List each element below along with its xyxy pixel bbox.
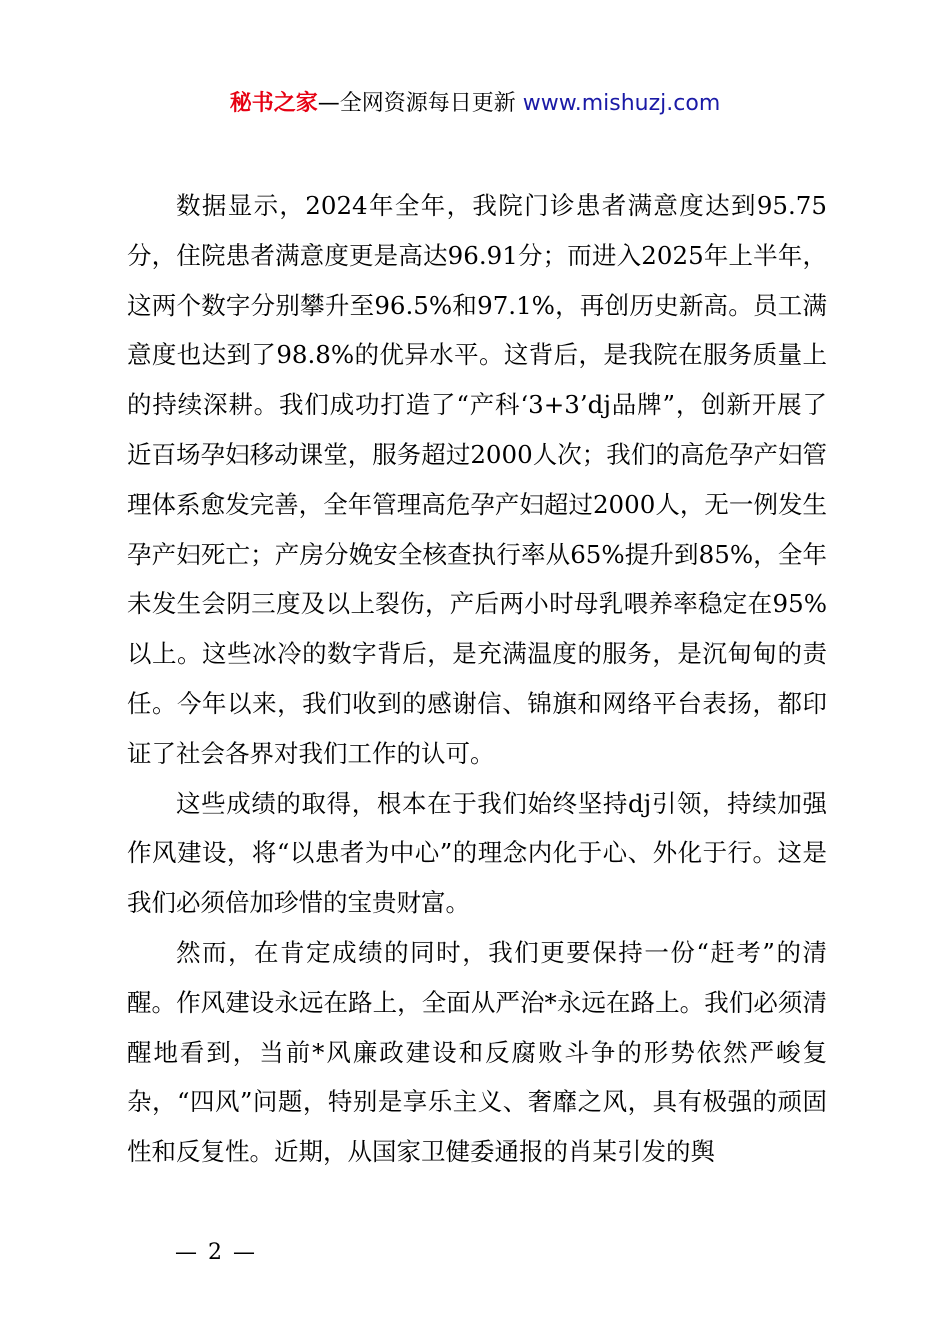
paragraph-1: 数据显示，2024年全年，我院门诊患者满意度达到95.75分，住院患者满意度更是高达96.91分；而进入2025年上半年，这两个数字分别攀升至96.5%和97.1%，再创历史新高。员工满意度也达到了98.8%的优异水平。这背后，是我院在服务质量上的持续深耕。我们成功打造了“产科‘3+3’dj品牌”，创新开展了近百场孕妇移动课堂，服务超过2000人次；我们的高危孕产妇管理体系愈发完善，全年管理高危孕产妇超过2000人，无一例发生孕产妇死亡；产房分娩安全核查执行率从65%提升到85%，全年未发生会阴三度及以上裂伤，产后两小时母乳喂养率稳定在95%以上。这些冰冷的数字背后，是充满温度的服务，是沉甸甸的责任。今年以来，我们收到的感谢信、锦旗和网络平台表扬，都印证了社会各界对我们工作的认可。 (127, 191, 827, 768)
brand-name: 秘书之家 (229, 91, 318, 116)
document-body (127, 181, 827, 1177)
site-header (0, 88, 950, 120)
page-number: — 2 — (175, 1240, 257, 1265)
header-tagline: —全网资源每日更新 (317, 91, 523, 116)
paragraph-2: 这些成绩的取得，根本在于我们始终坚持dj引领，持续加强作风建设，将“以患者为中心”的理念内化于心、外化于行。这是我们必须倍加珍惜的宝贵财富。 (127, 788, 827, 918)
paragraph-3: 然而，在肯定成绩的同时，我们更要保持一份“赶考”的清醒。作风建设永远在路上，全面从严治*永远在路上。我们必须清醒地看到，当前*风廉政建设和反腐败斗争的形势依然严峻复杂，“四风”问题，特别是享乐主义、奢靡之风，具有极强的顽固性和反复性。近期，从国家卫健委通报的肖某引发的舆 (127, 937, 827, 1167)
site-url-link[interactable]: www.mishuzj.com (522, 91, 721, 116)
